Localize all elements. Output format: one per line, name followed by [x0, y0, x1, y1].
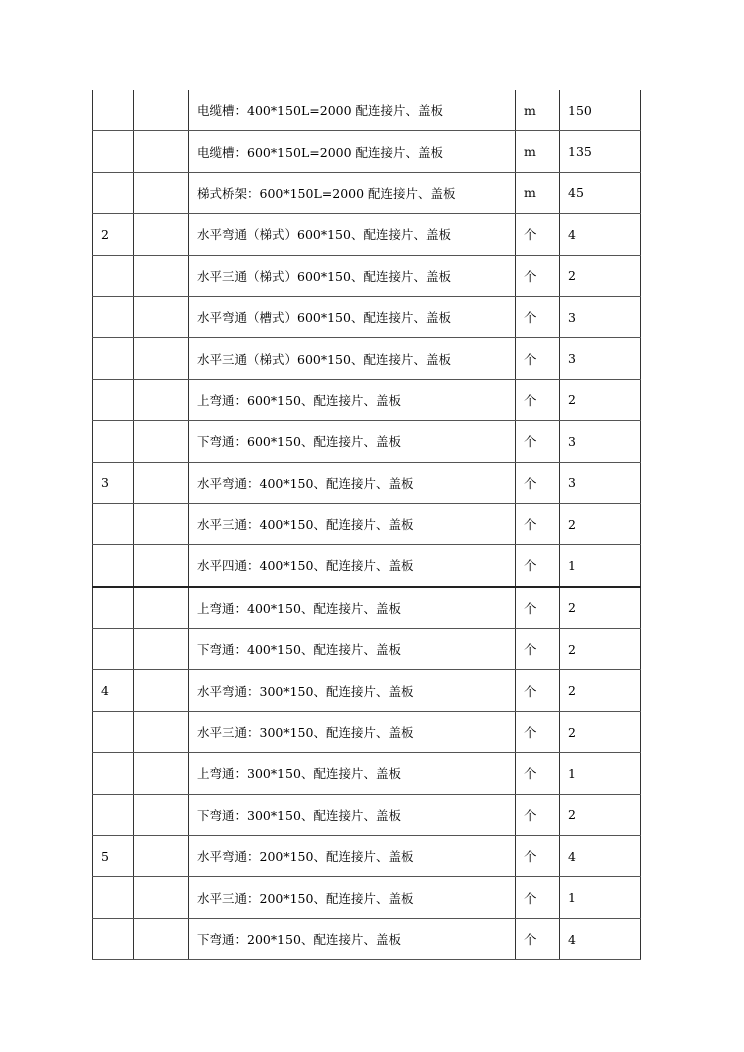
item-number-cell: [93, 877, 134, 918]
table-row: [93, 918, 641, 959]
table-row: [93, 172, 641, 213]
blank-cell: [134, 296, 189, 337]
item-name-cell: 电缆槽：400*150L=2000 配连接片、盖板: [189, 90, 516, 131]
unit-cell: 个: [516, 918, 560, 959]
table-row: [93, 338, 641, 379]
item-name-cell: 水平弯通（槽式）600*150、配连接片、盖板: [189, 296, 516, 337]
item-number-cell: [93, 131, 134, 172]
quantity-cell: 2: [560, 587, 641, 629]
item-number-cell: [93, 338, 134, 379]
unit-cell: 个: [516, 214, 560, 255]
quantity-cell: 2: [560, 503, 641, 544]
item-name-cell: 梯式桥架：600*150L=2000 配连接片、盖板: [189, 172, 516, 213]
table-row: [93, 587, 641, 629]
unit-cell: 个: [516, 629, 560, 670]
unit-cell: 个: [516, 503, 560, 544]
blank-cell: [134, 255, 189, 296]
quantity-cell: 3: [560, 338, 641, 379]
quantity-cell: 150: [560, 90, 641, 131]
item-name-cell: 水平弯通（梯式）600*150、配连接片、盖板: [189, 214, 516, 255]
unit-cell: 个: [516, 587, 560, 629]
table-row: [93, 421, 641, 462]
quantity-cell: 3: [560, 421, 641, 462]
unit-cell: m: [516, 131, 560, 172]
item-name-cell: 水平弯通：400*150、配连接片、盖板: [189, 462, 516, 503]
unit-cell: m: [516, 172, 560, 213]
table-row: [93, 629, 641, 670]
blank-cell: [134, 214, 189, 255]
quantity-cell: 4: [560, 918, 641, 959]
item-number-cell: [93, 379, 134, 420]
quantity-cell: 2: [560, 670, 641, 711]
quantity-cell: 1: [560, 753, 641, 794]
item-number-cell: 5: [93, 836, 134, 877]
table-row: [93, 794, 641, 835]
unit-cell: 个: [516, 421, 560, 462]
quantity-cell: 2: [560, 255, 641, 296]
blank-cell: [134, 545, 189, 587]
item-number-cell: [93, 255, 134, 296]
table-row: [93, 131, 641, 172]
blank-cell: [134, 172, 189, 213]
item-number-cell: [93, 90, 134, 131]
quantity-cell: 2: [560, 794, 641, 835]
materials-table: [92, 90, 641, 960]
item-name-cell: 下弯通：300*150、配连接片、盖板: [189, 794, 516, 835]
item-name-cell: 水平弯通：200*150、配连接片、盖板: [189, 836, 516, 877]
unit-cell: 个: [516, 877, 560, 918]
table-row: [93, 836, 641, 877]
blank-cell: [134, 836, 189, 877]
quantity-cell: 4: [560, 214, 641, 255]
blank-cell: [134, 629, 189, 670]
table-row: [93, 503, 641, 544]
blank-cell: [134, 711, 189, 752]
unit-cell: 个: [516, 462, 560, 503]
item-name-cell: 水平三通（梯式）600*150、配连接片、盖板: [189, 255, 516, 296]
quantity-cell: 2: [560, 379, 641, 420]
item-name-cell: 水平三通（梯式）600*150、配连接片、盖板: [189, 338, 516, 379]
unit-cell: 个: [516, 255, 560, 296]
item-number-cell: [93, 587, 134, 629]
blank-cell: [134, 131, 189, 172]
unit-cell: 个: [516, 379, 560, 420]
item-number-cell: [93, 296, 134, 337]
item-number-cell: [93, 629, 134, 670]
blank-cell: [134, 421, 189, 462]
unit-cell: 个: [516, 794, 560, 835]
table-row: [93, 711, 641, 752]
item-number-cell: [93, 172, 134, 213]
item-name-cell: 水平弯通：300*150、配连接片、盖板: [189, 670, 516, 711]
table-row: [93, 462, 641, 503]
blank-cell: [134, 587, 189, 629]
item-name-cell: 上弯通：600*150、配连接片、盖板: [189, 379, 516, 420]
table-row: [93, 545, 641, 587]
item-name-cell: 水平三通：400*150、配连接片、盖板: [189, 503, 516, 544]
item-number-cell: [93, 503, 134, 544]
blank-cell: [134, 503, 189, 544]
item-number-cell: 2: [93, 214, 134, 255]
item-name-cell: 水平三通：300*150、配连接片、盖板: [189, 711, 516, 752]
item-name-cell: 上弯通：300*150、配连接片、盖板: [189, 753, 516, 794]
unit-cell: 个: [516, 836, 560, 877]
item-number-cell: 4: [93, 670, 134, 711]
unit-cell: 个: [516, 338, 560, 379]
blank-cell: [134, 877, 189, 918]
unit-cell: 个: [516, 670, 560, 711]
quantity-cell: 1: [560, 545, 641, 587]
item-name-cell: 电缆槽：600*150L=2000 配连接片、盖板: [189, 131, 516, 172]
item-name-cell: 下弯通：600*150、配连接片、盖板: [189, 421, 516, 462]
quantity-cell: 4: [560, 836, 641, 877]
unit-cell: 个: [516, 753, 560, 794]
table-row: [93, 214, 641, 255]
item-number-cell: [93, 794, 134, 835]
quantity-cell: 2: [560, 711, 641, 752]
item-name-cell: 下弯通：400*150、配连接片、盖板: [189, 629, 516, 670]
materials-table-body: [93, 90, 641, 960]
table-row: [93, 877, 641, 918]
item-name-cell: 水平四通：400*150、配连接片、盖板: [189, 545, 516, 587]
unit-cell: 个: [516, 711, 560, 752]
item-number-cell: [93, 753, 134, 794]
item-number-cell: [93, 711, 134, 752]
unit-cell: 个: [516, 545, 560, 587]
item-number-cell: [93, 918, 134, 959]
quantity-cell: 3: [560, 296, 641, 337]
quantity-cell: 3: [560, 462, 641, 503]
item-name-cell: 下弯通：200*150、配连接片、盖板: [189, 918, 516, 959]
item-name-cell: 上弯通：400*150、配连接片、盖板: [189, 587, 516, 629]
blank-cell: [134, 794, 189, 835]
item-name-cell: 水平三通：200*150、配连接片、盖板: [189, 877, 516, 918]
blank-cell: [134, 379, 189, 420]
item-number-cell: [93, 421, 134, 462]
table-row: [93, 90, 641, 131]
item-number-cell: 3: [93, 462, 134, 503]
table-row: [93, 379, 641, 420]
blank-cell: [134, 90, 189, 131]
blank-cell: [134, 753, 189, 794]
quantity-cell: 45: [560, 172, 641, 213]
item-number-cell: [93, 545, 134, 587]
unit-cell: 个: [516, 296, 560, 337]
blank-cell: [134, 918, 189, 959]
table-row: [93, 670, 641, 711]
blank-cell: [134, 670, 189, 711]
blank-cell: [134, 338, 189, 379]
quantity-cell: 135: [560, 131, 641, 172]
table-row: [93, 296, 641, 337]
unit-cell: m: [516, 90, 560, 131]
blank-cell: [134, 462, 189, 503]
table-row: [93, 255, 641, 296]
quantity-cell: 2: [560, 629, 641, 670]
quantity-cell: 1: [560, 877, 641, 918]
table-row: [93, 753, 641, 794]
